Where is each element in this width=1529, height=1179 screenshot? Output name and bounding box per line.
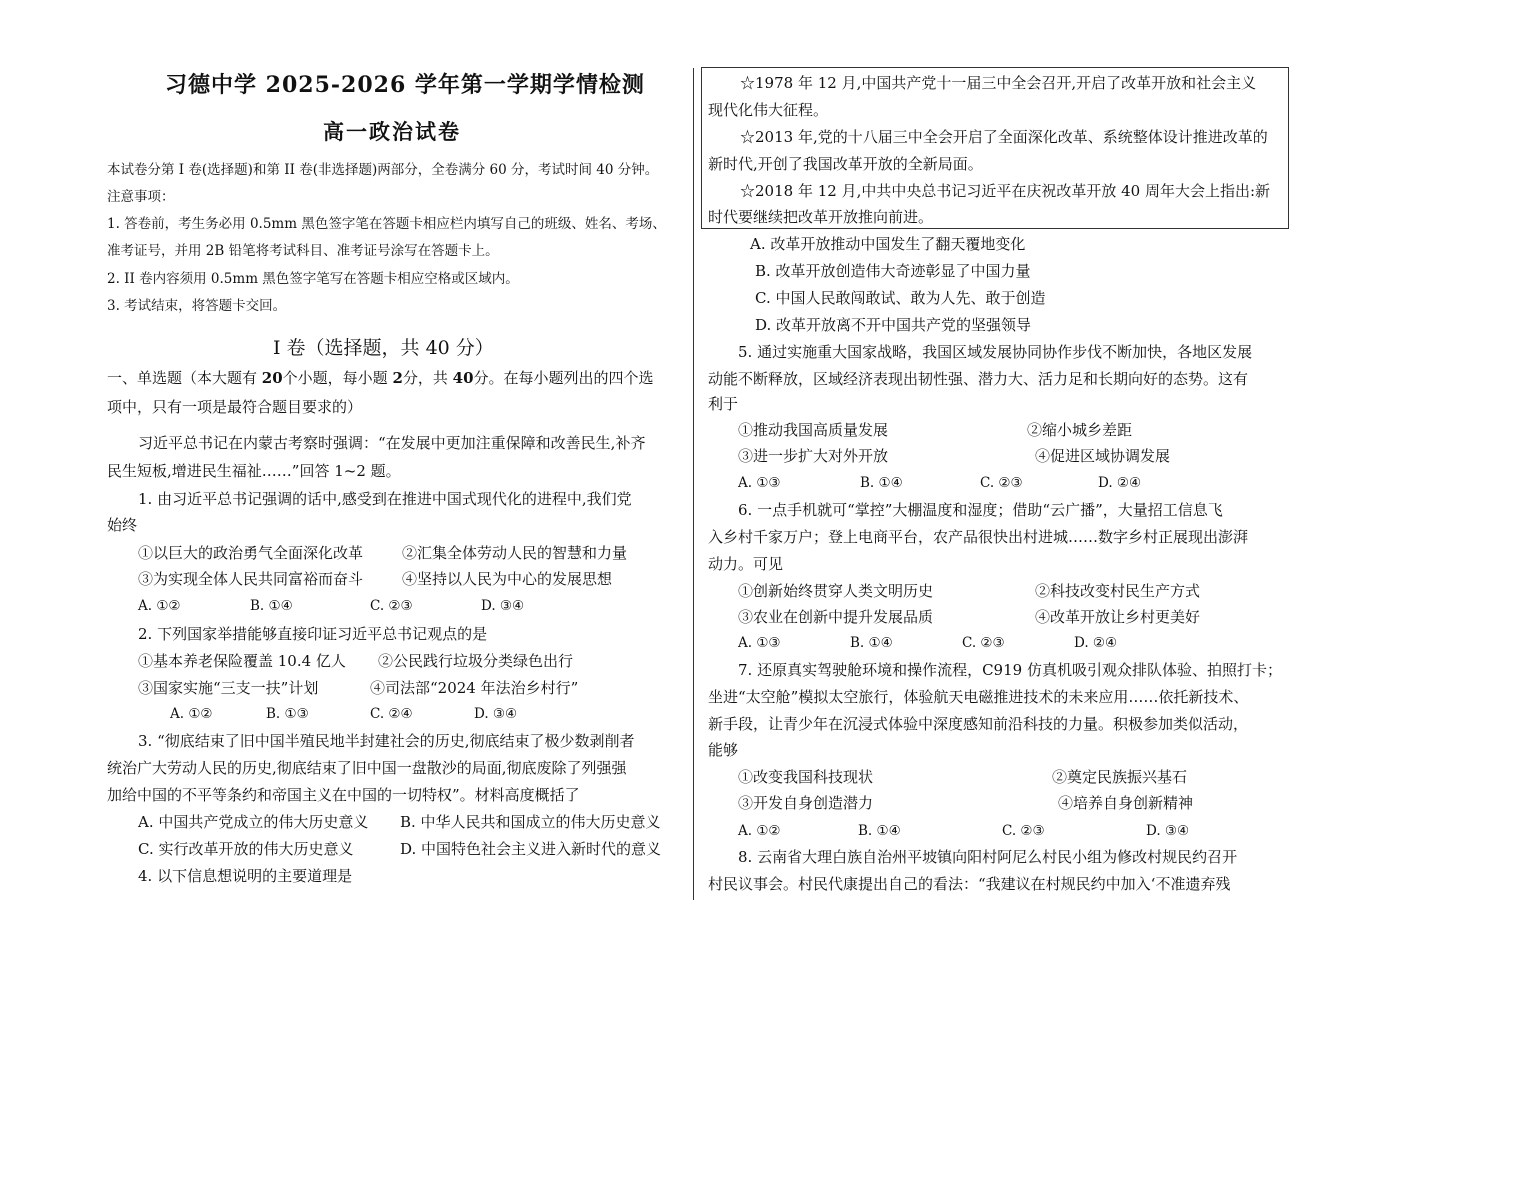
q4-choice-a: A. 改革开放推动中国发生了翻天覆地变化 xyxy=(750,235,1026,253)
q3-stem-3: 加给中国的不平等条约和帝国主义在中国的一切特权”。材料高度概括了 xyxy=(107,786,580,804)
q4-choice-d: D. 改革开放离不开中国共产党的坚强领导 xyxy=(755,316,1032,334)
material-line-5: ☆2018 年 12 月,中共中央总书记习近平在庆祝改革开放 40 周年大会上指出:新 xyxy=(740,182,1271,200)
q3-stem-2: 统治广大劳动人民的历史,彻底结束了旧中国一盘散沙的局面,彻底废除了列强强 xyxy=(107,759,627,777)
section-instruction-2: 项中，只有一项是最符合题目要求的） xyxy=(107,398,363,416)
q6-option-2: ②科技改变村民生产方式 xyxy=(1035,582,1201,600)
q5-option-2: ②缩小城乡差距 xyxy=(1027,421,1133,439)
intro-line-2: 注意事项： xyxy=(107,189,175,205)
material-line-3: ☆2013 年,党的十八届三中全会开启了全面深化改革、系统整体设计推进改革的 xyxy=(740,128,1268,146)
q7-stem-1: 7. 还原真实驾驶舱环境和操作流程，C919 仿真机吸引观众排队体验、拍照打卡； xyxy=(738,661,1282,679)
q4-stem: 4. 以下信息想说明的主要道理是 xyxy=(138,867,353,885)
q8-stem-2: 村民议事会。村民代康提出自己的看法：“我建议在村规民约中加入‘不准遗弃残 xyxy=(708,875,1231,893)
q7-option-1: ①改变我国科技现状 xyxy=(738,768,874,786)
q5-stem-1: 5. 通过实施重大国家战略，我国区域发展协同协作步伐不断加快，各地区发展 xyxy=(738,343,1253,361)
q2-choice-b: B. ①③ xyxy=(266,706,309,722)
q3-choice-d: D. 中国特色社会主义进入新时代的意义 xyxy=(400,840,662,858)
q1-option-3: ③为实现全体人民共同富裕而奋斗 xyxy=(138,570,364,588)
q7-choice-c: C. ②③ xyxy=(1002,823,1045,839)
q5-choice-c: C. ②③ xyxy=(980,475,1023,491)
q6-choice-d: D. ②④ xyxy=(1074,635,1118,651)
q3-choice-c: C. 实行改革开放的伟大历史意义 xyxy=(138,840,354,858)
q3-choice-a: A. 中国共产党成立的伟大历史意义 xyxy=(138,813,369,831)
intro-line-3: 1. 答卷前，考生务必用 0.5mm 黑色签字笔在答题卡相应栏内填写自己的班级、姓名、考场、 xyxy=(107,216,666,232)
intro-line-5: 2. II 卷内容须用 0.5mm 黑色签字笔写在答题卡相应空格或区域内。 xyxy=(107,271,519,287)
q6-stem-2: 入乡村千家万户；登上电商平台，农产品很快出村进城……数字乡村正展现出澎湃 xyxy=(708,528,1249,546)
q5-option-3: ③进一步扩大对外开放 xyxy=(738,447,889,465)
section-instruction: 一、单选题（本大题有 20个小题，每小题 2分，共 40分。在每小题列出的四个选 xyxy=(107,369,654,387)
q2-option-4: ④司法部“2024 年法治乡村行” xyxy=(370,679,579,697)
q3-stem-1: 3. “彻底结束了旧中国半殖民地半封建社会的历史,彻底结束了极少数剥削者 xyxy=(138,732,635,750)
q2-choice-d: D. ③④ xyxy=(474,706,518,722)
page-title: 习德中学 2025-2026 学年第一学期学情检测 xyxy=(165,72,645,98)
q4-choice-b: B. 改革开放创造伟大奇迹彰显了中国力量 xyxy=(755,262,1031,280)
q2-stem: 2. 下列国家举措能够直接印证习近平总书记观点的是 xyxy=(138,625,488,643)
q7-option-2: ②奠定民族振兴基石 xyxy=(1052,768,1188,786)
material-line-4: 新时代,开创了我国改革开放的全新局面。 xyxy=(708,155,983,173)
q5-choice-b: B. ①④ xyxy=(860,475,903,491)
q5-option-1: ①推动我国高质量发展 xyxy=(738,421,889,439)
q7-stem-4: 能够 xyxy=(708,741,739,759)
q6-choice-c: C. ②③ xyxy=(962,635,1005,651)
q7-choice-b: B. ①④ xyxy=(858,823,901,839)
q5-option-4: ④促进区域协调发展 xyxy=(1035,447,1171,465)
q2-choice-c: C. ②④ xyxy=(370,706,413,722)
q2-choice-a: A. ①② xyxy=(170,706,213,722)
q8-stem-1: 8. 云南省大理白族自治州平坡镇向阳村阿尼么村民小组为修改村规民约召开 xyxy=(738,848,1238,866)
q6-stem-1: 6. 一点手机就可“掌控”大棚温度和湿度；借助“云广播”，大量招工信息飞 xyxy=(738,501,1223,519)
q4-choice-c: C. 中国人民敢闯敢试、敢为人先、敢于创造 xyxy=(755,289,1046,307)
q7-choice-d: D. ③④ xyxy=(1146,823,1190,839)
q2-option-3: ③国家实施“三支一扶”计划 xyxy=(138,679,319,697)
q6-option-3: ③农业在创新中提升发展品质 xyxy=(738,608,934,626)
q7-stem-3: 新手段，让青少年在沉浸式体验中深度感知前沿科技的力量。积极参加类似活动， xyxy=(708,715,1249,733)
q1-choice-a: A. ①② xyxy=(138,598,181,614)
material-line-1: ☆1978 年 12 月,中国共产党十一届三中全会召开,开启了改革开放和社会主义 xyxy=(740,74,1257,92)
q5-stem-3: 利于 xyxy=(708,395,739,413)
q7-option-4: ④培养自身创新精神 xyxy=(1058,794,1194,812)
q2-option-2: ②公民践行垃圾分类绿色出行 xyxy=(378,652,574,670)
q7-stem-2: 坐进“太空舱”模拟太空旅行，体验航天电磁推进技术的未来应用……依托新技术、 xyxy=(708,688,1249,706)
q6-choice-b: B. ①④ xyxy=(850,635,893,651)
q1-option-1: ①以巨大的政治勇气全面深化改革 xyxy=(138,544,364,562)
intro-line-1: 本试卷分第 I 卷(选择题)和第 II 卷(非选择题)两部分，全卷满分 60 分，考试时间 40 分钟。 xyxy=(107,162,659,178)
material-line-2: 现代化伟大征程。 xyxy=(708,101,829,119)
q7-choice-a: A. ①② xyxy=(738,823,781,839)
q1-option-2: ②汇集全体劳动人民的智慧和力量 xyxy=(402,544,628,562)
material-line-6: 时代要继续把改革开放推向前进。 xyxy=(708,208,934,226)
intro-line-4: 准考证号，并用 2B 铅笔将考试科目、准考证号涂写在答题卡上。 xyxy=(107,243,499,259)
q5-stem-2: 动能不断释放，区域经济表现出韧性强、潜力大、活力足和长期向好的态势。这有 xyxy=(708,370,1249,388)
q1-choice-d: D. ③④ xyxy=(481,598,525,614)
page-subtitle: 高一政治试卷 xyxy=(323,119,461,144)
context-line-2: 民生短板,增进民生福祉……”回答 1~2 题。 xyxy=(107,462,401,480)
q1-option-4: ④坚持以人民为中心的发展思想 xyxy=(402,570,613,588)
q6-option-1: ①创新始终贯穿人类文明历史 xyxy=(738,582,934,600)
q2-option-1: ①基本养老保险覆盖 10.4 亿人 xyxy=(138,652,346,670)
q1-stem-2: 始终 xyxy=(107,516,138,534)
q6-stem-3: 动力。可见 xyxy=(708,555,784,573)
column-divider xyxy=(693,68,694,900)
q1-choice-b: B. ①④ xyxy=(250,598,293,614)
q1-choice-c: C. ②③ xyxy=(370,598,413,614)
q3-choice-b: B. 中华人民共和国成立的伟大历史意义 xyxy=(400,813,661,831)
q7-option-3: ③开发自身创造潜力 xyxy=(738,794,874,812)
q5-choice-a: A. ①③ xyxy=(738,475,781,491)
q6-choice-a: A. ①③ xyxy=(738,635,781,651)
intro-line-6: 3. 考试结束，将答题卡交回。 xyxy=(107,298,287,314)
q5-choice-d: D. ②④ xyxy=(1098,475,1142,491)
q1-stem-1: 1. 由习近平总书记强调的话中,感受到在推进中国式现代化的进程中,我们党 xyxy=(138,490,632,508)
section-heading: I 卷（选择题，共 40 分） xyxy=(273,337,494,359)
q6-option-4: ④改革开放让乡村更美好 xyxy=(1035,608,1201,626)
context-line-1: 习近平总书记在内蒙古考察时强调：“在发展中更加注重保障和改善民生,补齐 xyxy=(138,434,646,452)
